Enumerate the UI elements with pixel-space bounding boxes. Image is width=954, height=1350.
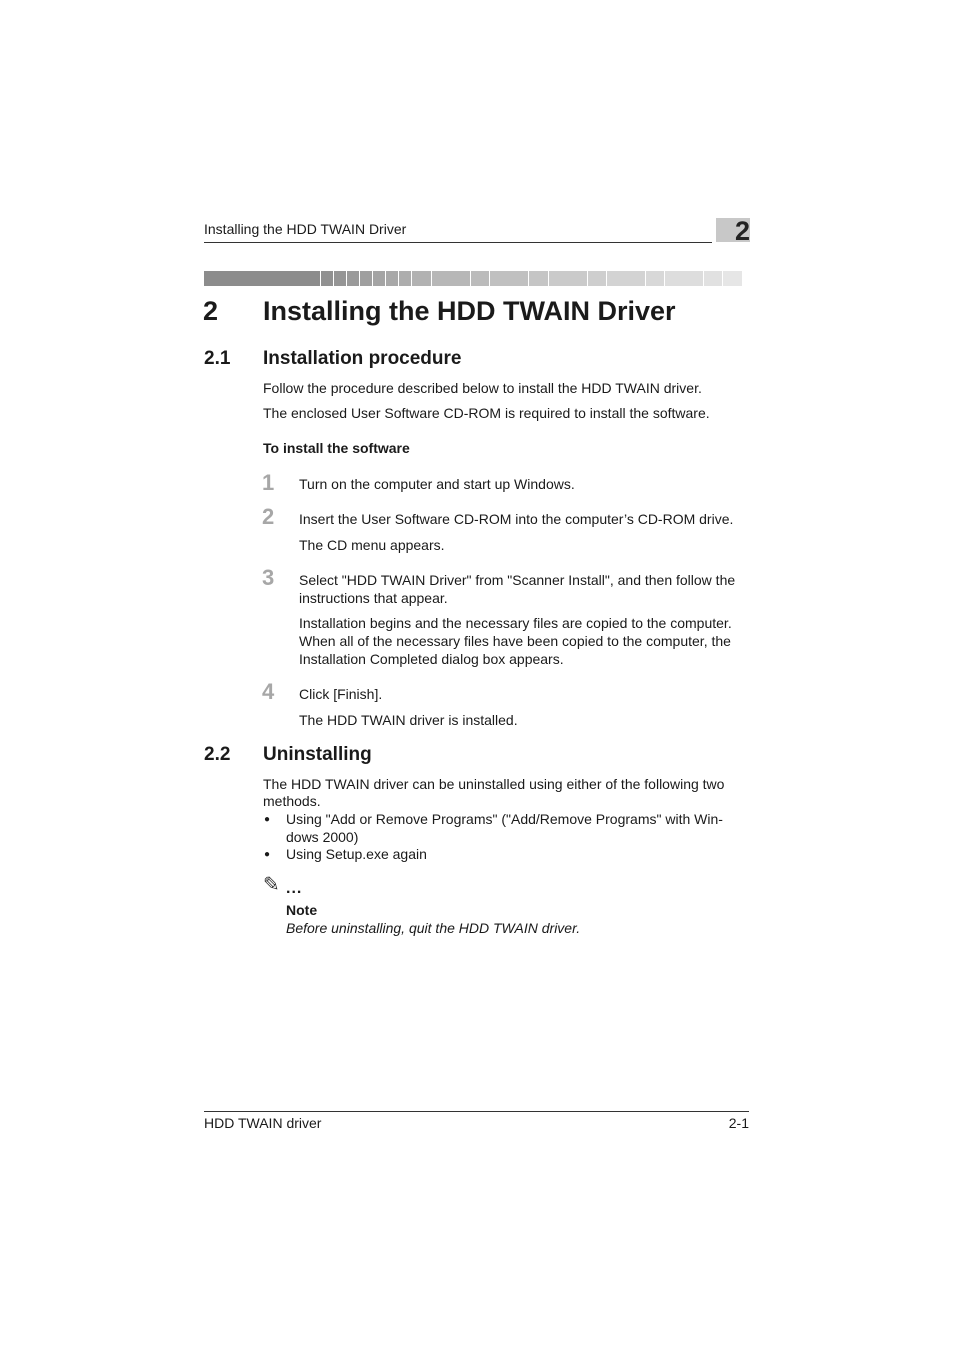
bar-segment	[412, 271, 432, 286]
header-divider	[204, 242, 712, 243]
bullet-item: Using "Add or Remove Programs" ("Add/Remove Programs" with Win-	[286, 811, 723, 827]
bar-segment	[373, 271, 386, 286]
footer-title: HDD TWAIN driver	[204, 1115, 322, 1131]
bar-segment	[646, 271, 665, 286]
step-text: instructions that appear.	[299, 590, 448, 606]
bar-segment	[399, 271, 412, 286]
footer-divider	[204, 1111, 749, 1112]
page-number: 2-1	[728, 1115, 749, 1131]
bar-segment	[549, 271, 588, 286]
chapter-title: Installing the HDD TWAIN Driver	[263, 296, 676, 326]
step-result: The HDD TWAIN driver is installed.	[299, 712, 518, 728]
bar-segment	[529, 271, 549, 286]
note-title: Note	[286, 902, 318, 918]
bullet-item: Using Setup.exe again	[286, 846, 427, 862]
bar-segment	[386, 271, 399, 286]
bar-segment	[360, 271, 373, 286]
bar-segment	[432, 271, 471, 286]
bar-segment	[490, 271, 529, 286]
step-number: 1	[262, 470, 275, 495]
bar-segment	[204, 271, 321, 286]
requirement-paragraph: The enclosed User Software CD-ROM is required to install the software.	[263, 405, 710, 421]
step-text: Insert the User Software CD-ROM into the computer’s CD-ROM drive.	[299, 511, 734, 527]
section-title: Uninstalling	[263, 744, 372, 765]
bar-segment	[704, 271, 723, 286]
pencil-icon: ✎	[263, 874, 280, 896]
running-header-title: Installing the HDD TWAIN Driver	[204, 221, 407, 237]
bullet-icon: ●	[264, 849, 271, 860]
intro-paragraph: Follow the procedure described below to install the HDD TWAIN driver.	[263, 380, 702, 396]
chapter-number: 2	[203, 296, 219, 326]
uninstall-intro: methods.	[263, 793, 321, 809]
chapter-tab-number: 2	[734, 216, 750, 246]
bar-segment	[723, 271, 743, 286]
section-number: 2.2	[204, 744, 231, 765]
uninstall-intro: The HDD TWAIN driver can be uninstalled using either of the following two	[263, 776, 725, 792]
section-title: Installation procedure	[263, 348, 462, 369]
step-result: When all of the necessary files have been copied to the computer, the	[299, 633, 731, 649]
bullet-item: dows 2000)	[286, 829, 359, 845]
step-text: Click [Finish].	[299, 686, 383, 702]
bar-segment	[588, 271, 607, 286]
step-text: Turn on the computer and start up Windows.	[299, 476, 575, 492]
decorative-gradient-bar	[204, 271, 749, 286]
bullet-icon: ●	[264, 814, 271, 825]
procedure-title: To install the software	[263, 440, 410, 456]
bar-segment	[607, 271, 646, 286]
step-number: 3	[262, 565, 275, 590]
section-number: 2.1	[204, 348, 231, 369]
bar-segment	[471, 271, 490, 286]
step-result: The CD menu appears.	[299, 537, 445, 553]
step-number: 2	[262, 504, 275, 529]
note-text: Before uninstalling, quit the HDD TWAIN driver.	[286, 920, 581, 936]
bar-segment	[665, 271, 704, 286]
bar-segment	[347, 271, 360, 286]
step-result: Installation Completed dialog box appears.	[299, 651, 564, 667]
chapter-tab	[716, 216, 750, 246]
step-text: Select "HDD TWAIN Driver" from "Scanner Install", and then follow the	[299, 572, 736, 588]
step-result: Installation begins and the necessary files are copied to the computer.	[299, 615, 732, 631]
bar-segment	[334, 271, 347, 286]
bar-segment	[321, 271, 334, 286]
step-number: 4	[262, 679, 275, 704]
note-dots: ...	[286, 880, 303, 897]
